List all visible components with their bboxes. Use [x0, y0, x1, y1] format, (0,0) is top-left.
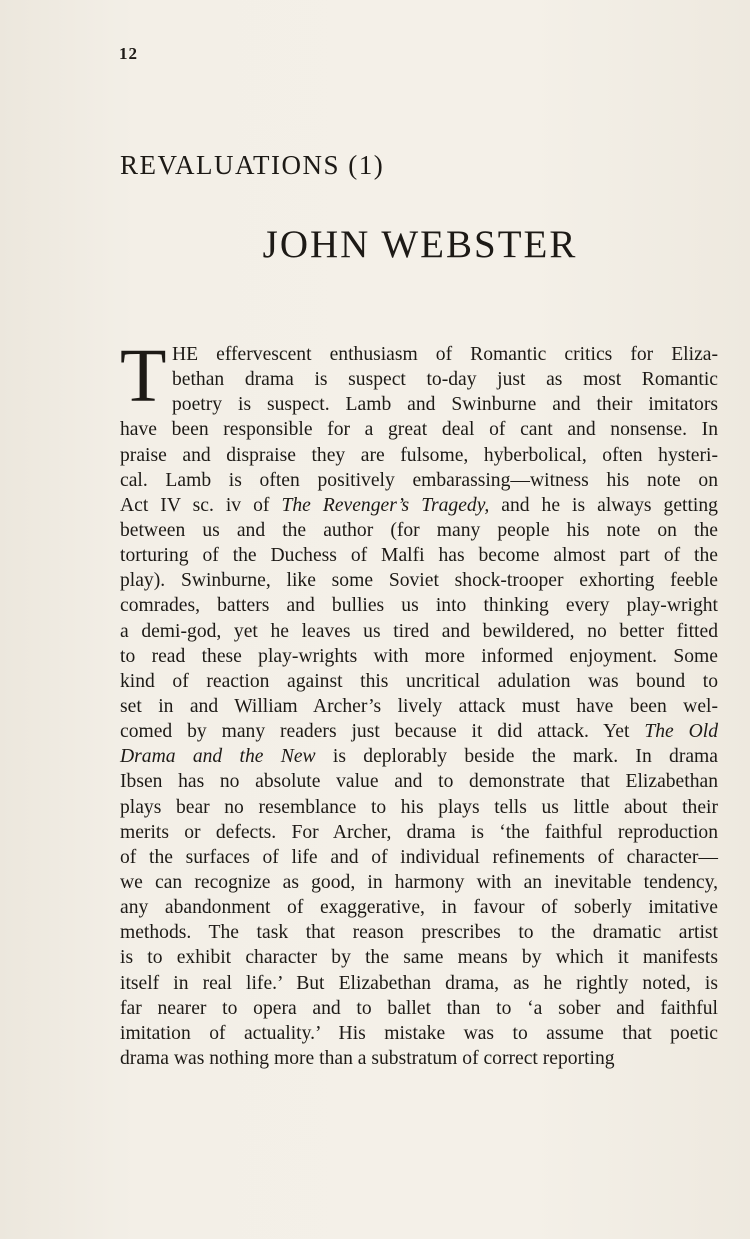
text-line — [120, 744, 718, 769]
essay-body — [120, 334, 718, 1071]
drop-cap: T — [120, 334, 167, 418]
text-line: a demi-god, yet he leaves us tired and bewildered, no better fitted — [120, 620, 718, 642]
text-line: is to exhibit character by the same means by which it manifests — [120, 947, 718, 969]
text-line: torturing of the Duchess of Malfi has become almost part of the — [120, 545, 718, 567]
text-line: merits or defects. For Archer, drama is ‘the faithful reproduction — [120, 821, 718, 843]
text-line: bethan drama is suspect to-day just as most Romantic — [172, 369, 718, 391]
text-line: we can recognize as good, in harmony with an inevitable tendency, — [120, 871, 718, 893]
text-line: kind of reaction against this uncritical adulation was bound to — [120, 670, 718, 692]
italic-title: The Revenger’s Tragedy, — [281, 494, 490, 516]
text-line: have been responsible for a great deal of cant and nonsense. In — [120, 419, 718, 441]
text-line: far nearer to opera and to ballet than to ‘a sober and faithful — [120, 997, 718, 1019]
series-title: REVALUATIONS (1) — [120, 150, 385, 180]
text-line: of the surfaces of life and of individual refinements of character— — [120, 846, 718, 868]
text-line: set in and William Archer’s lively attack must have been wel- — [120, 695, 718, 717]
text-span: Act IV sc. iv of — [120, 494, 282, 516]
text-line: itself in real life.’ But Elizabethan drama, as he rightly noted, is — [120, 972, 718, 994]
text-line: imitation of actuality.’ His mistake was to assume that poetic — [120, 1022, 718, 1044]
italic-title: The Old — [644, 721, 718, 743]
text-span: comed by many readers just because it did attack. Yet — [120, 721, 645, 743]
text-line: poetry is suspect. Lamb and Swinburne and their imitators — [172, 394, 718, 416]
text-span: is deplorably beside the mark. In drama — [315, 746, 718, 768]
text-line: methods. The task that reason prescribes to the dramatic artist — [120, 922, 718, 944]
text-line: Ibsen has no absolute value and to demonstrate that Elizabethan — [120, 771, 718, 793]
text-line: drama was nothing more than a substratum of correct reporting — [120, 1047, 615, 1069]
text-line: cal. Lamb is often positively embarassing—witness his note on — [120, 469, 718, 491]
page-number: 12 — [119, 44, 138, 63]
body-lines — [120, 334, 718, 1071]
text-line: plays bear no resemblance to his plays tells us little about their — [120, 796, 718, 818]
text-line — [120, 719, 718, 744]
text-line — [120, 493, 718, 518]
italic-title: Drama and the New — [120, 746, 316, 768]
text-line: between us and the author (for many people his note on the — [120, 519, 718, 541]
text-line: praise and dispraise they are fulsome, hyberbolical, often hysteri- — [120, 444, 718, 466]
text-line: any abandonment of exaggerative, in favour of soberly imitative — [120, 897, 718, 919]
text-span: and he is always getting — [489, 494, 718, 516]
text-line: HE effervescent enthusiasm of Romantic critics for Eliza- — [172, 344, 718, 365]
text-line: to read these play-wrights with more informed enjoyment. Some — [120, 645, 718, 667]
text-line: comrades, batters and bullies us into thinking every play-wright — [120, 595, 718, 617]
text-line: play). Swinburne, like some Soviet shock-trooper exhorting feeble — [120, 570, 718, 592]
essay-title: JOHN WEBSTER — [262, 223, 578, 266]
